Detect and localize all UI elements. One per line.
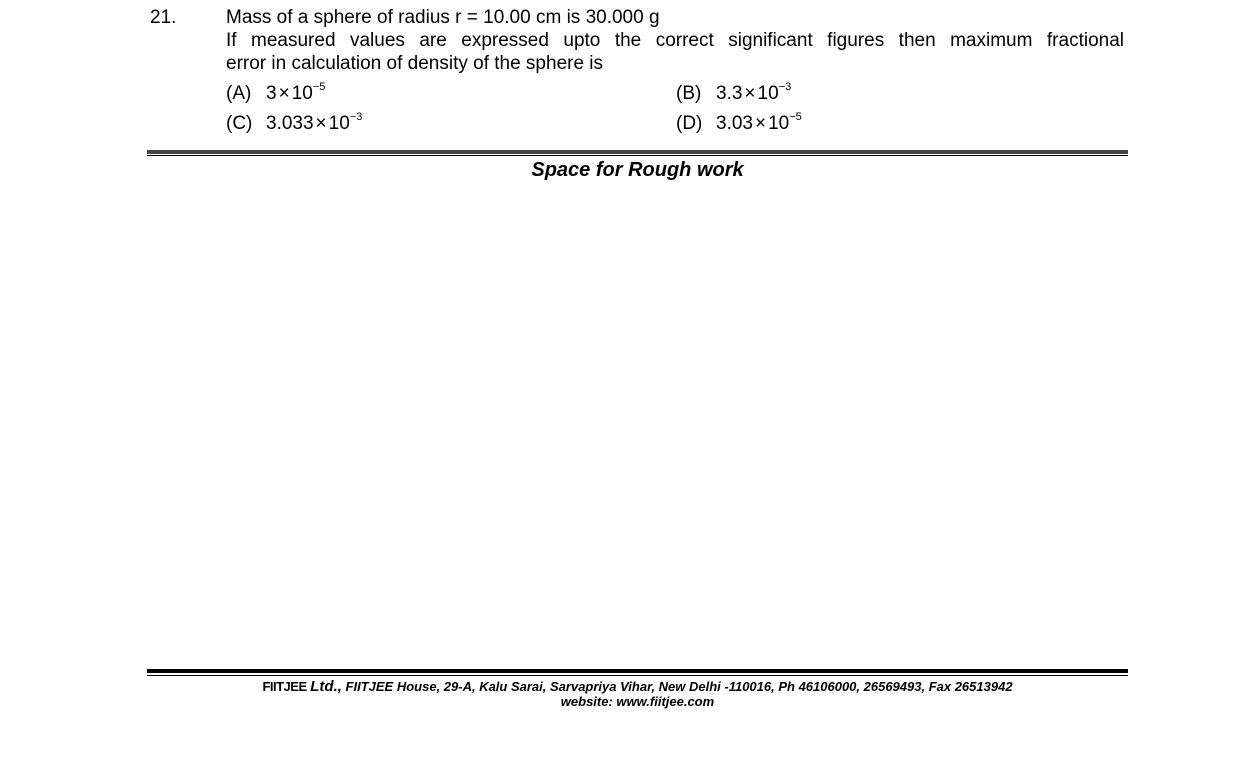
option-d-base: 10 (768, 113, 790, 134)
option-b[interactable] (676, 82, 791, 108)
question-text (226, 6, 1124, 75)
option-c-base: 10 (328, 113, 350, 134)
divider-thin-line (147, 155, 1128, 156)
option-c[interactable] (226, 112, 362, 138)
rough-work-heading: Space for Rough work (531, 159, 744, 181)
option-a-label: (A) (226, 83, 252, 104)
option-a-mantissa: 3 (266, 83, 277, 104)
question-number: 21. (150, 7, 177, 28)
option-b-label: (B) (676, 83, 702, 104)
option-d-exponent: −5 (789, 111, 802, 123)
option-c-mantissa: 3.033 (266, 113, 314, 134)
option-c-label: (C) (226, 113, 253, 134)
section-divider-top (147, 150, 1128, 156)
footer-address: FIITJEE House, 29-A, Kalu Sarai, Sarvapriya Vihar, New Delhi -110016, Ph 46106000, 26569493, Fax 26513942 (345, 679, 1013, 694)
times-symbol: × (315, 113, 327, 134)
times-symbol: × (278, 83, 290, 104)
page-footer (147, 679, 1128, 709)
footer-brand-logo: FIITJEE (262, 679, 307, 694)
footer-divider-thick-line (147, 669, 1128, 673)
footer-divider (147, 669, 1128, 676)
question-line-1: Mass of a sphere of radius r = 10.00 cm is 30.000 g (226, 7, 660, 28)
option-d-mantissa: 3.03 (716, 113, 753, 134)
times-symbol: × (754, 113, 767, 134)
option-a-base: 10 (291, 83, 313, 104)
option-b-base: 10 (757, 83, 779, 104)
option-b-mantissa: 3.3 (716, 83, 743, 104)
option-d[interactable] (676, 112, 802, 138)
footer-website: website: www.fiitjee.com (560, 694, 715, 709)
divider-thick-line (147, 150, 1128, 154)
option-c-exponent: −3 (349, 111, 363, 123)
times-symbol: × (744, 83, 756, 104)
question-line-3: error in calculation of density of the sphere is (226, 53, 604, 74)
option-b-exponent: −3 (778, 81, 792, 93)
footer-divider-thin-line (147, 675, 1128, 676)
option-a[interactable] (226, 82, 325, 108)
option-a-exponent: −5 (312, 81, 326, 93)
footer-address-line (147, 679, 1128, 694)
footer-ltd: Ltd., (310, 678, 342, 695)
question-line-2: If measured values are expressed upto the correct significant figures then maximum fractional (226, 30, 1124, 51)
option-d-label: (D) (676, 113, 703, 134)
